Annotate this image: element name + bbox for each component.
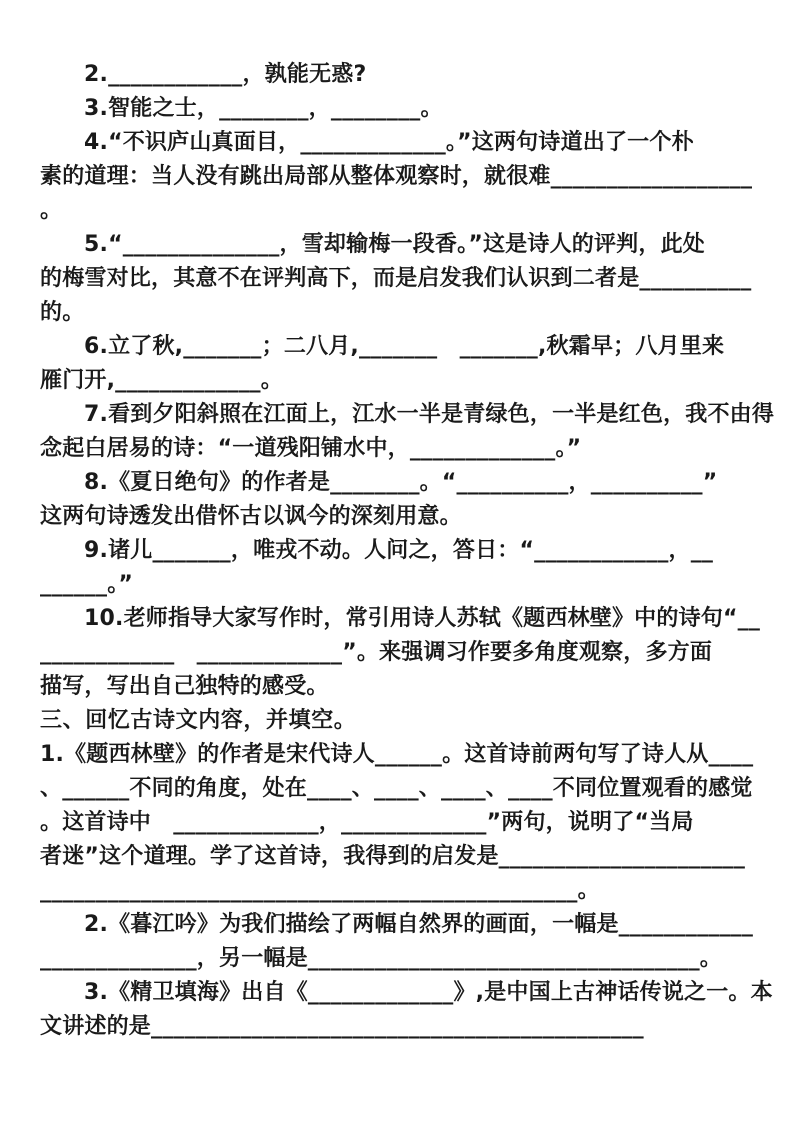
question-7 xyxy=(40,398,775,466)
question-line: 6.立了秋,_______；二八月,_______ _______,秋霜早；八月里来 xyxy=(84,334,725,359)
question-line: 8.《夏日绝句》的作者是________。“__________，__________” xyxy=(84,470,718,495)
question-line: 、______不同的角度，处在____、____、____、____不同位置观看的感觉 xyxy=(40,776,753,801)
question-line: 念起白居易的诗：“一道残阳铺水中，_____________。” xyxy=(40,436,582,461)
question-3 xyxy=(40,92,759,126)
question-line: 5.“______________，雪却输梅一段香。”这是诗人的评判，此处 xyxy=(84,232,705,257)
question-line: 素的道理：当人没有跳出局部从整体观察时，就很难__________________ xyxy=(40,164,753,189)
question-line: 者迷”这个道理。学了这首诗，我得到的启发是______________________ xyxy=(40,844,746,869)
question-line: 10.老师指导大家写作时，常引用诗人苏轼《题西林壁》中的诗句“__ xyxy=(84,606,761,631)
question-line: ______________，另一幅是___________________________________。 xyxy=(40,946,723,971)
question-4 xyxy=(40,126,759,228)
question-line: 3.智能之士，________，________。 xyxy=(84,96,443,121)
question-line: ____________ _____________”。来强调习作要多角度观察，多方面 xyxy=(40,640,713,665)
question-line: 9.诸儿_______，唯戎不动。人问之，答日：“____________，__ xyxy=(84,538,714,563)
question-line: 文讲述的是____________________________________________ xyxy=(40,1014,644,1039)
question-line: 这两句诗透发出借怀古以讽今的深刻用意。 xyxy=(40,504,462,529)
question-line: 2.____________，孰能无惑? xyxy=(84,62,367,87)
question-line: ______。” xyxy=(40,572,134,597)
question-10 xyxy=(40,602,759,704)
question-line: 。这首诗中 _____________，_____________”两句，说明了“当局 xyxy=(40,810,694,835)
question-line: 。 xyxy=(40,198,63,223)
question-8 xyxy=(40,466,759,534)
question-3 xyxy=(40,976,773,1044)
question-line: 1.《题西林壁》的作者是宋代诗人______。这首诗前两句写了诗人从____ xyxy=(40,742,754,767)
question-2 xyxy=(40,908,759,976)
question-line: 3.《精卫填海》出自《_____________》,是中国上古神话传说之一。本 xyxy=(84,980,773,1005)
question-9 xyxy=(40,534,759,602)
question-2 xyxy=(40,58,759,92)
question-line: 描写，写出自己独特的感受。 xyxy=(40,674,329,699)
question-5 xyxy=(40,228,759,330)
worksheet-content xyxy=(40,58,775,1044)
question-line: 7.看到夕阳斜照在江面上，江水一半是青绿色，一半是红色，我不由得 xyxy=(84,402,775,427)
question-line: ________________________________________________。 xyxy=(40,878,600,903)
question-line: 4.“不识庐山真面目，_____________。”这两句诗道出了一个朴 xyxy=(84,130,694,155)
question-1 xyxy=(40,738,759,908)
question-line: 雁门开,_____________。 xyxy=(40,368,283,393)
section-heading: 三、回忆古诗文内容，并填空。 xyxy=(40,708,357,733)
question-line: 的。 xyxy=(40,300,85,325)
question-6 xyxy=(40,330,759,398)
question-line: 的梅雪对比，其意不在评判高下，而是启发我们认识到二者是__________ xyxy=(40,266,752,291)
question-line: 2.《暮江吟》为我们描绘了两幅自然界的画面，一幅是____________ xyxy=(84,912,754,937)
